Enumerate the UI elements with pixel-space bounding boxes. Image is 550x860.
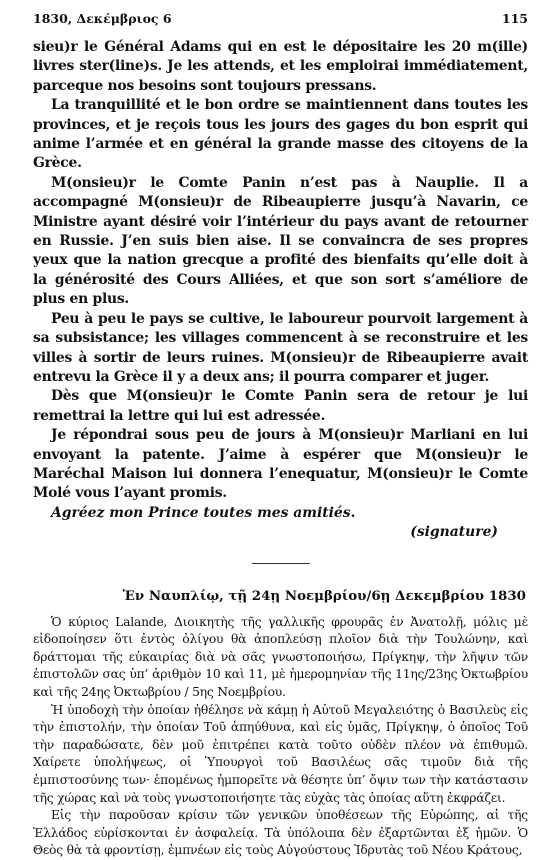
french-paragraph-3: M(onsieu)r le Comte Panin n’est pas à Nauplie. Il a accompagné M(onsieu)r de Ribeaupierre jusqu’à Navarin, ce Ministre ayant désiré voir l’intérieur du pays avant de retourner en Russie. J’en suis bien aise. Il se convaincra de ses propres yeux que la nation grecque a profité des bienfaits qu’elle doit à la générosité des Cours Alliées, et que son sort s’améliore de plus en plus. bbox=[33, 174, 528, 308]
section-divider bbox=[252, 563, 310, 564]
header-date: 1830, Δεκέμβριος 6 bbox=[33, 11, 172, 26]
french-paragraph-1: sieu)r le Général Adams qui en est le dépositaire les 20 m(ille) livres ster(line)s. Je les attends, et les emploirai immédiatement, parceque nos besoins sont toujours pressans. bbox=[33, 39, 528, 94]
closing-salutation: Agréez mon Prince toutes mes amitiés. bbox=[51, 504, 356, 521]
page-number: 115 bbox=[501, 11, 528, 26]
running-header bbox=[33, 11, 528, 26]
french-paragraph-6: Je répondrai sous peu de jours à M(onsieu)r Marliani en lui envoyant la patente. J’aime à espérer que M(onsieu)r le Maréchal Maison lui donnera l’enequatur, M(onsieu)r le Comte Molé vous l’ayant promis. bbox=[33, 427, 528, 502]
greek-letter-body bbox=[33, 614, 528, 860]
signature-placeholder: (signature) bbox=[410, 524, 498, 541]
french-paragraph-5: Dès que M(onsieu)r le Comte Panin sera de retour je lui remettrai la lettre qui lui est adressée. bbox=[33, 388, 528, 424]
french-paragraph-4: Peu à peu le pays se cultive, le laboureur pourvoit largement à sa subsistance; les villages commencent à se reconstruire et les villes à sortir de leurs ruines. M(onsieu)r de Ribeaupierre avait entrevu la Grèce il y a deux ans; il pourra comparer et juger. bbox=[33, 310, 528, 385]
greek-paragraph-1: Ὁ κύριος Lalande, Διοικητὴς τῆς γαλλικῆς φρουρᾶς ἐν Ἀνατολῇ, μόλις μὲ εἰδοποίησεν ὅτι ἐντὸς ὀλίγου θὰ ἀποπλεύσῃ πλοῖον διὰ τὴν Τουλώνην, καὶ δράττομαι τῆς εὐκαιρίας διὰ νὰ σᾶς γνωστοποιήσω, Πρίγκηψ, τὴν λῆψιν τῶν ἐπιστολῶν σας ὑπ’ ἀριθμὸν 10 καὶ 11, μὲ ἡμερομηνίαν τῆς 11ης/23ης Ὀκτωβρίου καὶ τῆς 24ης Ὀκτωβρίου / 5ης Νοεμβρίου. bbox=[33, 614, 528, 699]
greek-paragraph-2: Ἡ ὑποδοχὴ τὴν ὁποίαν ἠθέλησε νὰ κάμῃ ἡ Αὐτοῦ Μεγαλειότης ὁ Βασιλεὺς εἰς τὴν ἐπιστολήν, τὴν ὁποίαν Τοῦ ἀπηύθυνα, καὶ εἰς ὑμᾶς, Πρίγκηψ, ὁ ὁποῖος Τοῦ τὴν παραδώσατε, δὲν μοῦ ἐπιτρέπει κατὰ τοῦτο οὐδὲν πλέον νὰ ἐπιθυμῶ. Χαίρετε ὑπολήψεως, οἱ Ὑπουργοὶ τοῦ Βασιλέως σᾶς τιμοῦν διὰ τῆς ἐμπιστοσύνης των· ἑπομένως ἠμπορεῖτε νὰ θέσητε ὑπ’ ὄψιν των τὴν κατάστασιν τῆς χώρας καὶ νὰ τοὺς γνωστοποιήσητε τὰς εὐχὰς τὰς ὁποίας αὕτη ἐκφράζει. bbox=[33, 702, 528, 805]
greek-paragraph-3: Εἰς τὴν παροῦσαν κρίσιν τῶν γενικῶν ὑποθέσεων τῆς Εὐρώπης, αἱ τῆς Ἑλλάδος εὑρίσκονται ἐν ἀσφαλείᾳ. Τὰ ὑπόλοιπα δὲν ἐξαρτῶνται ἐξ ἡμῶν. Ὁ Θεὸς θὰ τὰ φροντίσῃ, ἐμπνέων εἰς τοὺς Αὐγούστους Ἱδρυτὰς τοῦ Νέου Κράτους, bbox=[33, 808, 528, 858]
french-paragraph-2: La tranquillité et le bon ordre se maintiennent dans toutes les provinces, et je reçois tous les jours des gages du bon esprit qui anime l’armée et en général la grande masse des citoyens de la Grèce. bbox=[33, 97, 528, 172]
french-letter-body bbox=[33, 38, 528, 504]
greek-dateline: Ἐν Ναυπλίῳ, τῇ 24ῃ Νοεμβρίου/6ῃ Δεκεμβρίου 1830 bbox=[122, 587, 526, 604]
